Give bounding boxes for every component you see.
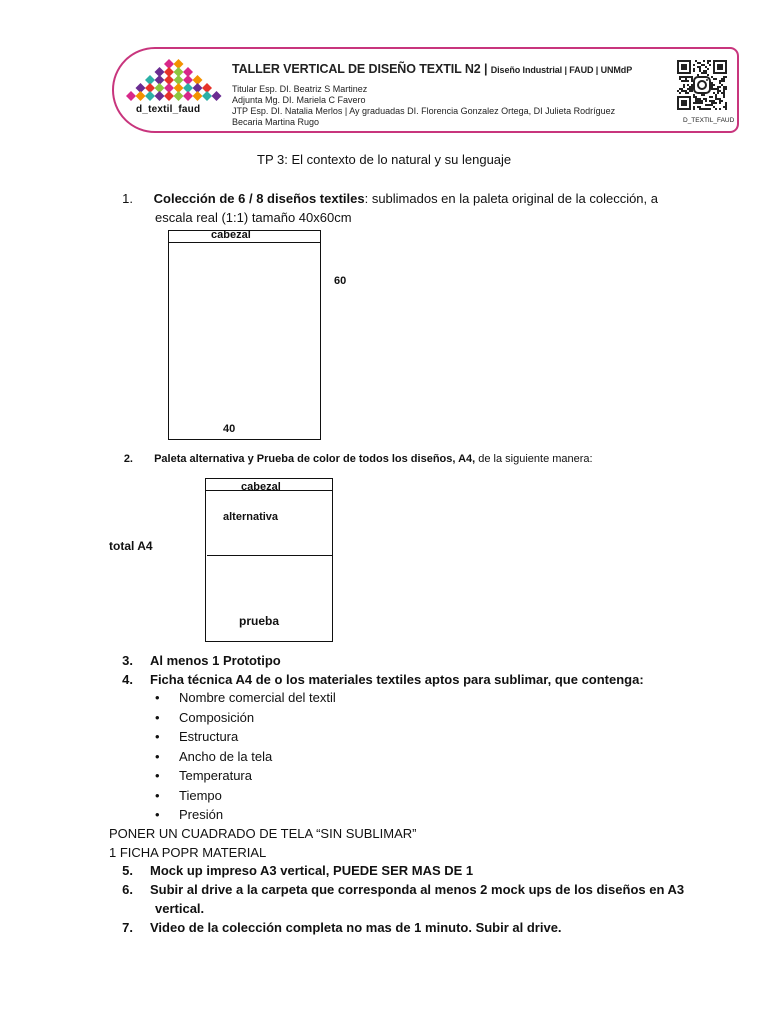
qr-cell	[689, 86, 691, 88]
logo-tile	[145, 91, 155, 101]
qr-cell	[701, 94, 703, 96]
qr-cell	[725, 108, 727, 110]
qr-cell	[711, 104, 713, 106]
item5-text: Mock up impreso A3 vertical, PUEDE SER MAS DE 1	[150, 863, 474, 878]
logo-tile	[212, 91, 222, 101]
qr-cell	[691, 88, 693, 90]
qr-cell	[705, 66, 707, 68]
qr-cell	[715, 98, 717, 100]
qr-cell	[711, 96, 713, 98]
qr-cell	[703, 60, 705, 62]
qr-cell	[683, 86, 685, 88]
logo-text: d_textil_faud	[136, 104, 201, 115]
qr-cell	[715, 88, 717, 90]
list-item-7	[113, 918, 562, 937]
qr-cell	[683, 84, 685, 86]
qr-cell	[685, 78, 687, 80]
qr-cell	[713, 88, 715, 90]
qr-cell	[719, 102, 721, 104]
qr-cell	[723, 78, 725, 80]
item3-text: Al menos 1 Prototipo	[150, 653, 281, 668]
qr-cell	[719, 90, 721, 92]
qr-cell	[725, 102, 727, 104]
qr-cell	[699, 106, 701, 108]
qr-cell	[705, 70, 707, 72]
qr-cell	[697, 66, 699, 68]
qr-cell	[703, 94, 705, 96]
logo-tile	[164, 91, 174, 101]
qr-cell	[677, 90, 679, 92]
note-ficha-material: 1 FICHA POPR MATERIAL	[109, 845, 267, 860]
qr-cell	[685, 90, 687, 92]
textile-size-diagram	[168, 230, 321, 440]
list-number: 3.	[122, 653, 133, 668]
qr-cell	[681, 76, 683, 78]
qr-cell	[693, 64, 695, 66]
item2-bold: Paleta alternativa y Prueba de color de todos los diseños, A4,	[154, 453, 476, 465]
qr-cell	[681, 80, 683, 82]
bullet-text: Temperatura	[179, 768, 252, 783]
diagram1-cabezal: cabezal	[211, 229, 251, 241]
qr-cell	[679, 76, 681, 78]
qr-cell	[695, 102, 697, 104]
qr-cell	[693, 108, 695, 110]
qr-cell	[711, 84, 713, 86]
qr-cell	[683, 80, 685, 82]
qr-cell	[723, 88, 725, 90]
qr-cell	[711, 88, 713, 90]
list-number: 6.	[122, 882, 133, 897]
list-number: 7.	[122, 920, 133, 935]
qr-cell	[719, 82, 721, 84]
qr-cell	[705, 72, 707, 74]
qr-cell	[689, 90, 691, 92]
qr-cell	[683, 90, 685, 92]
logo-tile	[193, 91, 203, 101]
qr-cell	[723, 76, 725, 78]
qr-cell	[719, 86, 721, 88]
qr-cell	[725, 106, 727, 108]
qr-cell	[693, 68, 695, 70]
page-title: TP 3: El contexto de lo natural y su lenguaje	[257, 152, 512, 167]
qr-cell	[719, 100, 721, 102]
qr-cell	[691, 84, 693, 86]
qr-cell	[715, 102, 717, 104]
qr-cell	[715, 94, 717, 96]
qr-cell	[685, 80, 687, 82]
qr-cell	[709, 96, 711, 98]
qr-cell	[687, 84, 689, 86]
logo-tile	[155, 91, 165, 101]
list-item: • Nombre comercial del textil	[155, 690, 336, 705]
list-item-6	[113, 880, 684, 899]
qr-cell	[709, 108, 711, 110]
qr-cell	[723, 80, 725, 82]
qr-cell	[719, 108, 721, 110]
qr-cell	[687, 80, 689, 82]
qr-cell	[719, 80, 721, 82]
qr-cell	[721, 100, 723, 102]
qr-cell	[711, 100, 713, 102]
header-title	[232, 62, 632, 76]
list-item: • Composición	[155, 709, 255, 725]
qr-cell	[695, 96, 697, 98]
item6-line2: vertical.	[155, 901, 205, 916]
logo-tile	[183, 91, 193, 101]
list-item: • Estructura	[155, 729, 239, 744]
diagram1-width: 40	[223, 423, 236, 435]
diagram1-height: 60	[334, 275, 347, 287]
qr-cell	[723, 94, 725, 96]
qr-cell	[693, 70, 695, 72]
qr-cell	[687, 76, 689, 78]
qr-cell	[711, 86, 713, 88]
list-item-4	[113, 670, 644, 689]
qr-cell	[697, 102, 699, 104]
qr-cell	[723, 106, 725, 108]
logo-tile	[174, 91, 184, 101]
logo-tile	[202, 91, 212, 101]
qr-cell	[697, 106, 699, 108]
qr-cell	[703, 64, 705, 66]
list-item-5	[113, 861, 473, 880]
qr-cell	[723, 90, 725, 92]
qr-cell	[687, 88, 689, 90]
qr-cell	[695, 100, 697, 102]
qr-cell	[709, 104, 711, 106]
qr-cell	[725, 104, 727, 106]
qr-cell	[691, 76, 693, 78]
qr-cell	[699, 68, 701, 70]
qr-cell	[725, 86, 727, 88]
qr-cell	[693, 96, 695, 98]
list-item: • Tiempo	[155, 787, 222, 803]
qr-cell	[713, 92, 715, 94]
list-item-3	[113, 651, 281, 670]
list-item: • Presión	[155, 807, 224, 822]
qr-cell	[717, 88, 719, 90]
list-number: 4.	[122, 672, 133, 687]
qr-cell	[701, 108, 703, 110]
bullet-text: Estructura	[179, 729, 239, 744]
qr-cell	[711, 76, 713, 78]
qr-cell	[707, 74, 709, 76]
qr-cell	[699, 108, 701, 110]
qr-cell	[685, 92, 687, 94]
list-number: 5.	[122, 863, 133, 878]
qr-cell	[723, 92, 725, 94]
qr-cell	[699, 98, 701, 100]
diagram2-prueba: prueba	[239, 614, 280, 628]
qr-cell	[695, 60, 697, 62]
bullet-text: Presión	[179, 807, 224, 822]
qr-cell	[703, 70, 705, 72]
qr-label: D_TEXTIL_FAUD	[683, 117, 735, 124]
qr-cell	[713, 100, 715, 102]
qr-cell	[701, 100, 703, 102]
qr-cell	[697, 62, 699, 64]
logo-tile	[136, 91, 146, 101]
qr-cell	[725, 88, 727, 90]
qr-cell	[713, 78, 715, 80]
qr-cell	[703, 98, 705, 100]
item1-rest: : sublimados en la paleta original de la colección, a	[364, 191, 658, 206]
header-titular: Titular Esp. DI. Beatriz S Martinez	[232, 84, 368, 94]
item7-text: Video de la colección completa no mas de 1 minuto. Subir al drive.	[150, 920, 562, 935]
qr-cell	[705, 100, 707, 102]
header-title-main: TALLER VERTICAL DE DISEÑO TEXTIL N2 |	[232, 62, 491, 76]
qr-cell	[683, 76, 685, 78]
diagram2-alternativa: alternativa	[223, 511, 279, 523]
qr-cell	[717, 92, 719, 94]
list-number: 1.	[122, 191, 133, 206]
diagram-divider	[168, 242, 321, 243]
qr-cell	[709, 100, 711, 102]
qr-cell	[681, 88, 683, 90]
ficha-bullet-list	[155, 688, 336, 825]
qr-cell	[725, 76, 727, 78]
list-item: • Ancho de la tela	[155, 748, 273, 764]
qr-cell	[721, 84, 723, 86]
bullet-text: Composición	[179, 709, 255, 725]
qr-cell	[699, 100, 701, 102]
bullet-text: Tiempo	[179, 787, 222, 803]
qr-cell	[693, 94, 695, 96]
qr-cell	[689, 76, 691, 78]
item1-line2: escala real (1:1) tamaño 40x60cm	[155, 210, 352, 225]
qr-cell	[679, 78, 681, 80]
qr-cell	[709, 60, 711, 62]
textile-logo-icon	[126, 58, 222, 106]
item1-bold: Colección de 6 / 8 diseños textiles	[153, 191, 365, 206]
qr-cell	[707, 104, 709, 106]
logo-tile	[126, 91, 136, 101]
qr-cell	[681, 90, 683, 92]
header-becaria: Becaria Martina Rugo	[232, 117, 320, 127]
bullet-text: Ancho de la tela	[179, 748, 273, 764]
qr-cell	[703, 108, 705, 110]
qr-cell	[705, 108, 707, 110]
qr-cell	[693, 102, 695, 104]
qr-cell	[691, 90, 693, 92]
qr-cell	[713, 84, 715, 86]
header-adjunta: Adjunta Mg. DI. Mariela C Favero	[232, 95, 366, 105]
qr-cell	[715, 108, 717, 110]
qr-cell	[707, 62, 709, 64]
qr-cell	[711, 82, 713, 84]
qr-cell	[707, 60, 709, 62]
diagram-divider	[207, 555, 333, 556]
qr-finder	[681, 64, 687, 70]
qr-finder	[717, 64, 723, 70]
qr-cell	[697, 100, 699, 102]
qr-cell	[715, 78, 717, 80]
qr-cell	[723, 86, 725, 88]
qr-cell	[707, 108, 709, 110]
qr-code-icon	[677, 60, 727, 114]
qr-cell	[687, 92, 689, 94]
qr-finder	[681, 100, 687, 106]
qr-cell	[719, 98, 721, 100]
qr-cell	[717, 98, 719, 100]
qr-cell	[703, 72, 705, 74]
qr-cell	[679, 92, 681, 94]
qr-cell	[697, 98, 699, 100]
qr-cell	[705, 98, 707, 100]
qr-cell	[695, 98, 697, 100]
qr-cell	[721, 78, 723, 80]
header-title-sub: Diseño Industrial | FAUD | UNMdP	[490, 65, 633, 75]
qr-cell	[707, 68, 709, 70]
list-item: • Temperatura	[155, 768, 252, 783]
item2-rest: de la siguiente manera:	[475, 453, 593, 465]
list-number: 2.	[123, 453, 133, 465]
note-sin-sublimar: PONER UN CUADRADO DE TELA “SIN SUBLIMAR”	[109, 826, 417, 841]
item6-text: Subir al drive a la carpeta que corresponda al menos 2 mock ups de los diseños en A3	[150, 882, 685, 897]
qr-cell	[701, 64, 703, 66]
qr-cell	[685, 76, 687, 78]
qr-cell	[691, 78, 693, 80]
bullet-text: Nombre comercial del textil	[179, 690, 336, 705]
list-item-1	[113, 189, 658, 208]
list-item-2	[113, 450, 593, 469]
qr-cell	[705, 104, 707, 106]
header-jtp: JTP Esp. DI. Natalia Merlos | Ay graduadas DI. Florencia Gonzalez Ortega, DI Julieta Rodríguez	[232, 106, 616, 116]
qr-cell	[697, 74, 699, 76]
diagram2-total-a4: total A4	[109, 539, 153, 553]
qr-cell	[709, 64, 711, 66]
qr-cell	[699, 70, 701, 72]
qr-cell	[691, 80, 693, 82]
qr-cell	[699, 102, 701, 104]
item4-text: Ficha técnica A4 de o los materiales textiles aptos para sublimar, que contenga:	[150, 672, 644, 687]
qr-cell	[693, 106, 695, 108]
qr-cell	[721, 92, 723, 94]
qr-cell	[699, 66, 701, 68]
qr-cell	[717, 86, 719, 88]
qr-cell	[715, 96, 717, 98]
qr-cell	[713, 106, 715, 108]
qr-cell	[689, 88, 691, 90]
qr-cell	[711, 102, 713, 104]
qr-cell	[699, 62, 701, 64]
qr-cell	[701, 102, 703, 104]
qr-cell	[721, 80, 723, 82]
qr-cell	[723, 96, 725, 98]
qr-cell	[713, 102, 715, 104]
qr-cell	[717, 90, 719, 92]
diagram2-cabezal: cabezal	[241, 481, 281, 493]
qr-cell	[691, 86, 693, 88]
qr-cell	[679, 88, 681, 90]
qr-cell	[701, 72, 703, 74]
